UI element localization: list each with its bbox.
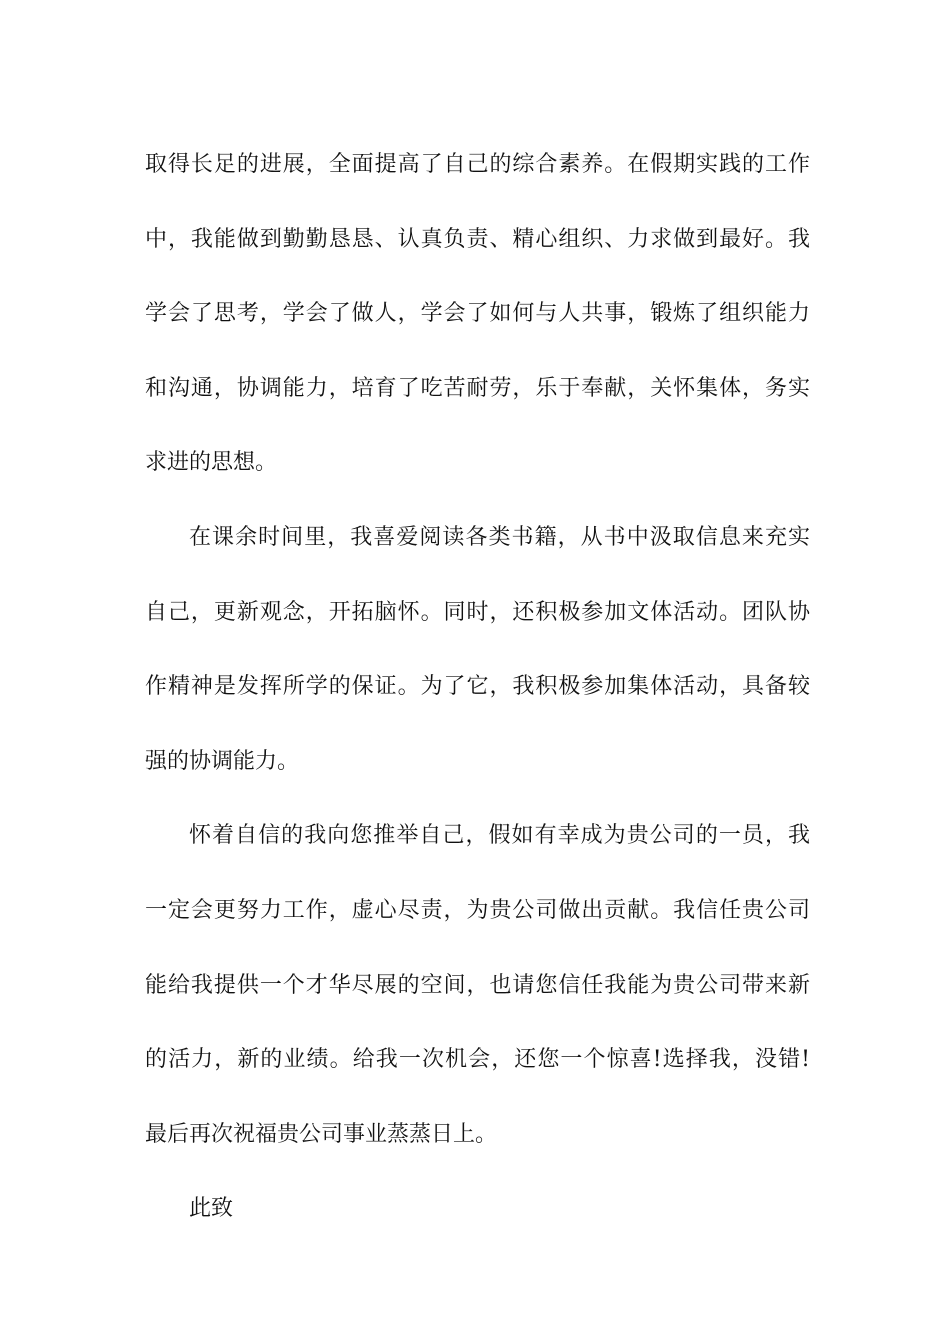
text-line: 在课余时间里，我喜爱阅读各类书籍，从书中汲取信息来充实 bbox=[189, 524, 810, 550]
text-line: 怀着自信的我向您推举自己，假如有幸成为贵公司的一员，我 bbox=[189, 823, 810, 849]
text-line: 中，我能做到勤勤恳恳、认真负责、精心组织、力求做到最好。我 bbox=[145, 226, 810, 252]
text-line: 强的协调能力。 bbox=[145, 748, 300, 774]
text-line: 能给我提供一个才华尽展的空间，也请您信任我能为贵公司带来新 bbox=[145, 972, 810, 998]
text-line: 自己，更新观念，开拓脑怀。同时，还积极参加文体活动。团队协 bbox=[145, 599, 810, 625]
text-line: 取得长足的进展，全面提高了自己的综合素养。在假期实践的工作 bbox=[145, 152, 810, 177]
letter-body bbox=[145, 128, 810, 1247]
text-line: 和沟通，协调能力，培育了吃苦耐劳，乐于奉献，关怀集体，务实 bbox=[145, 375, 810, 401]
text-line: 一定会更努力工作，虚心尽责，为贵公司做出贡献。我信任贵公司 bbox=[145, 897, 810, 923]
text-line: 的活力，新的业绩。给我一次机会，还您一个惊喜!选择我，没错! bbox=[145, 1047, 810, 1073]
closing-salutation: 此致 bbox=[189, 1196, 234, 1222]
text-line: 作精神是发挥所学的保证。为了它，我积极参加集体活动，具备较 bbox=[145, 674, 810, 700]
text-line: 最后再次祝福贵公司事业蒸蒸日上。 bbox=[145, 1121, 498, 1147]
text-line: 求进的思想。 bbox=[145, 450, 278, 476]
text-line: 学会了思考，学会了做人，学会了如何与人共事，锻炼了组织能力 bbox=[145, 301, 810, 327]
